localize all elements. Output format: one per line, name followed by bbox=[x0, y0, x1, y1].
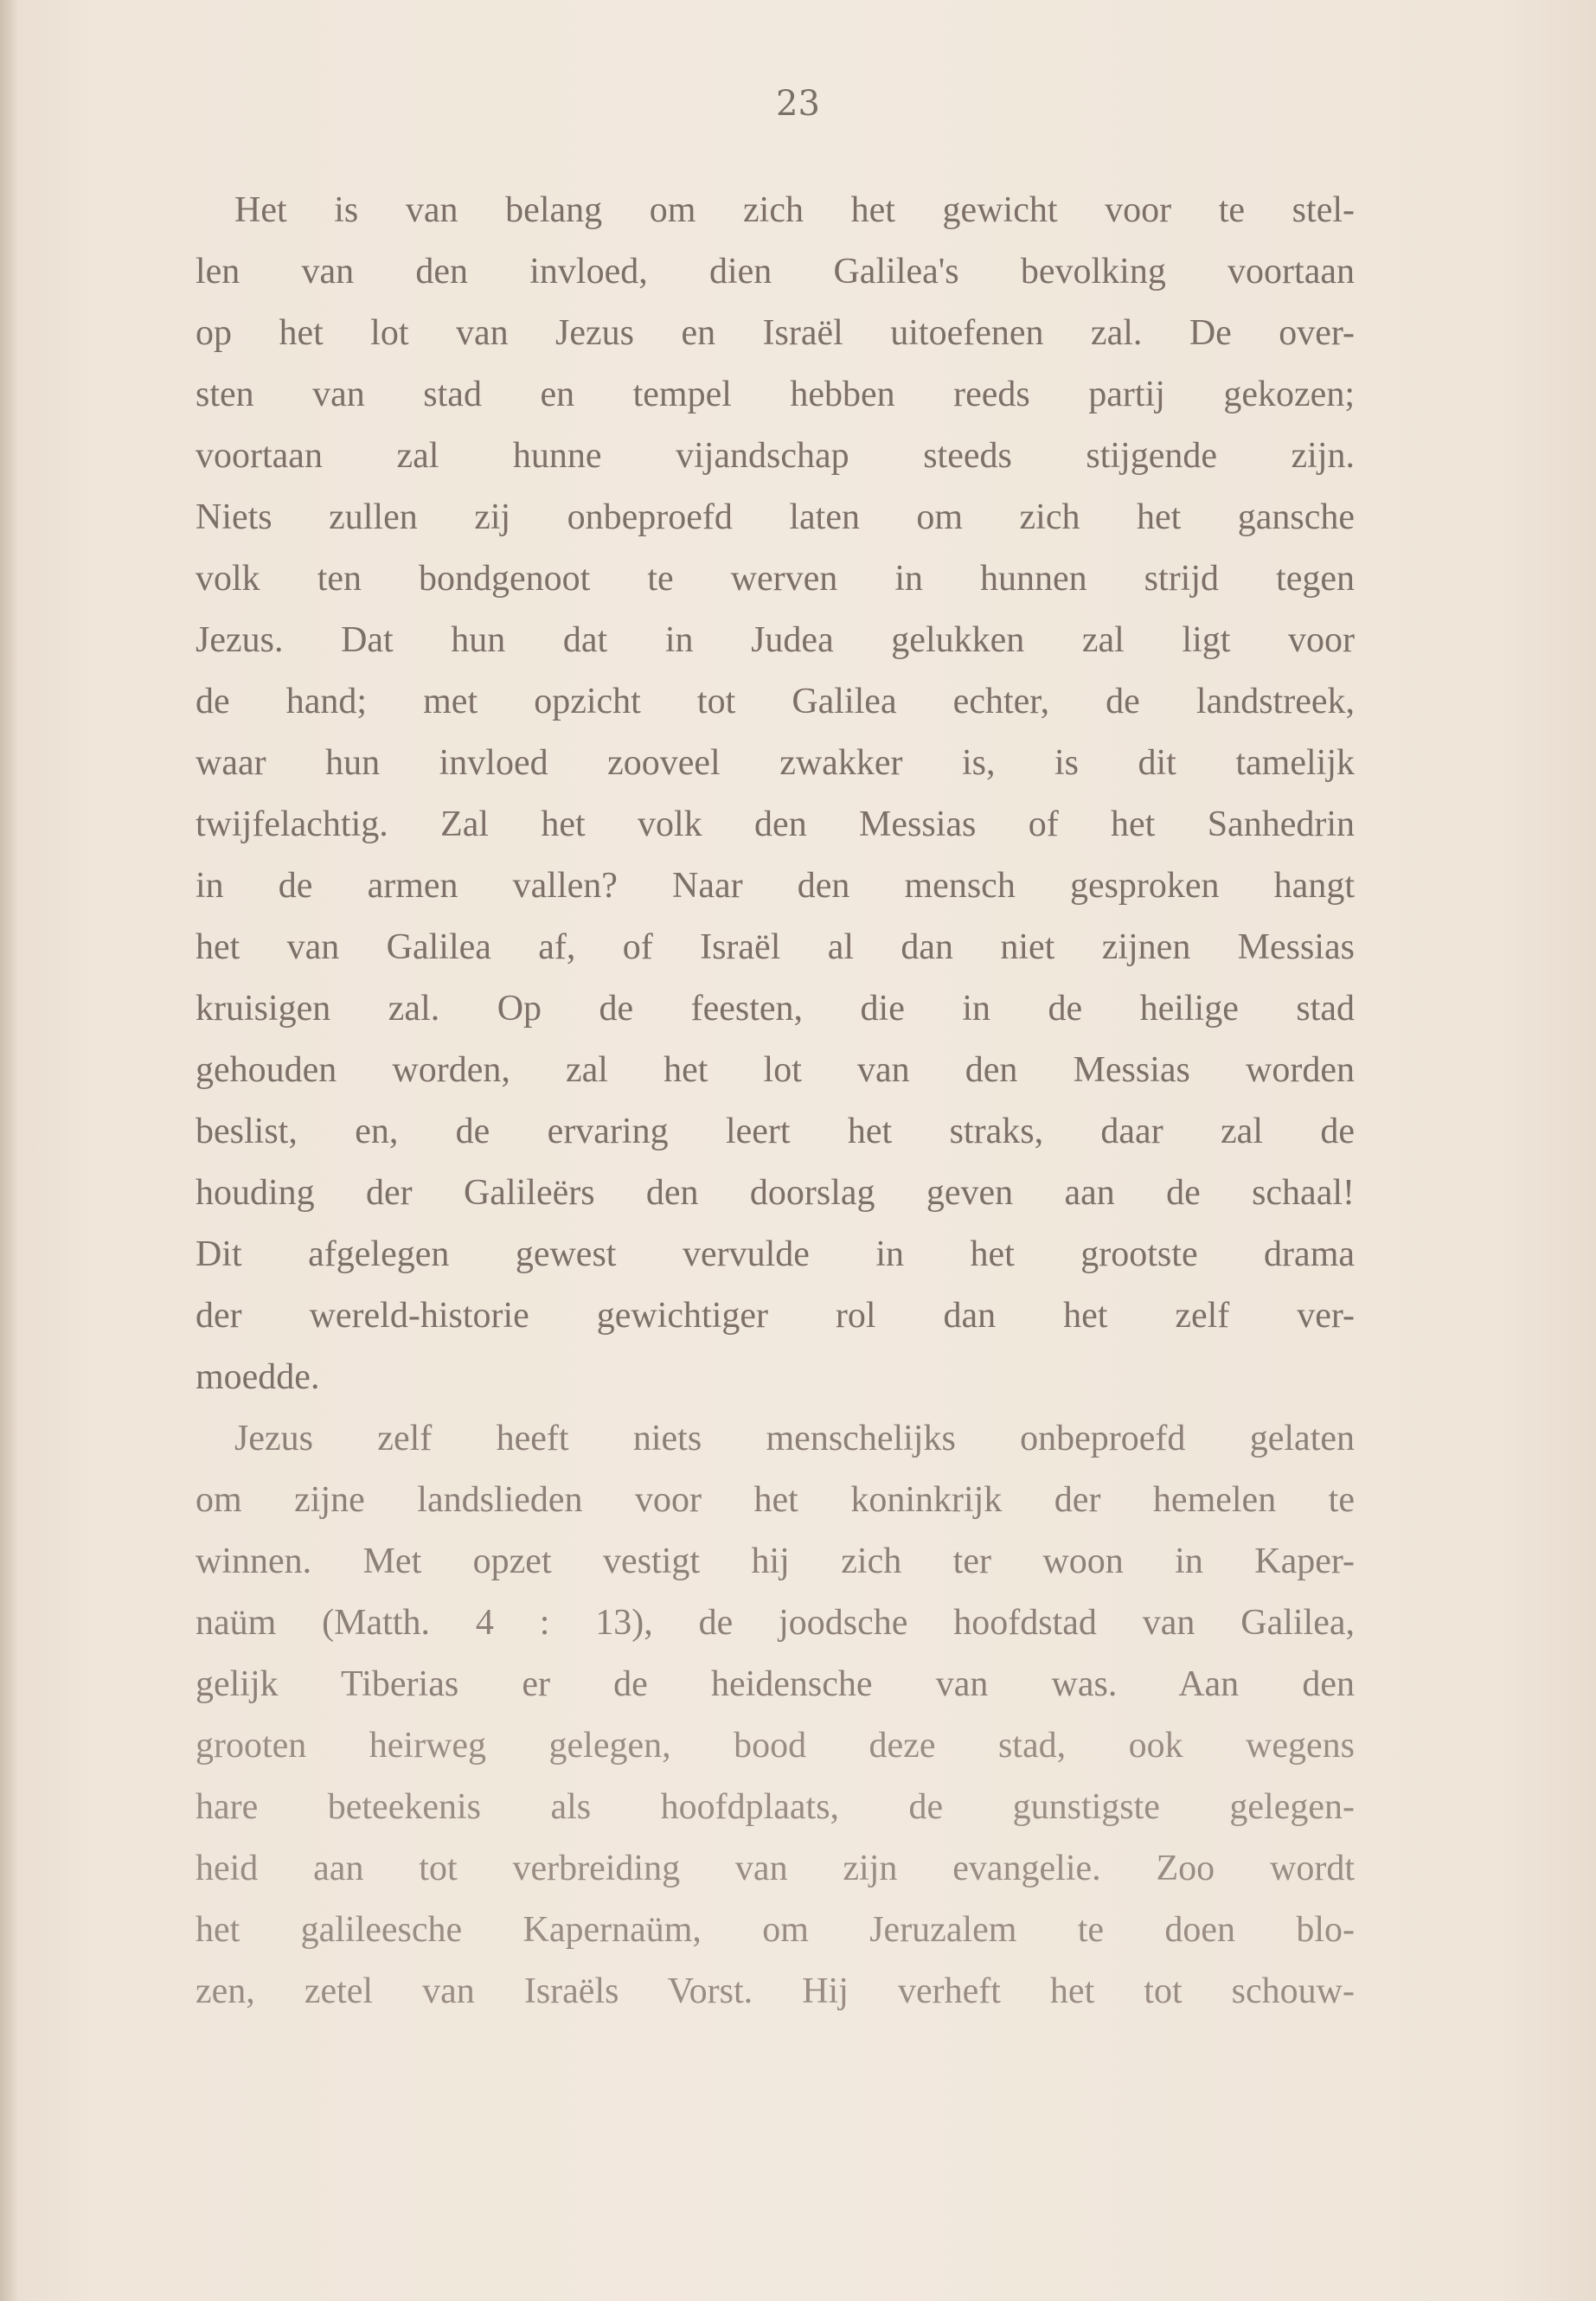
text-line: zen, zetel van Israëls Vorst. Hij verheft het tot schouw- bbox=[195, 1971, 1355, 2011]
text-line: Niets zullen zij onbeproefd laten om zich het gansche bbox=[195, 497, 1355, 537]
text-line: het van Galilea af, of Israël al dan niet zijnen Messias bbox=[195, 927, 1355, 967]
text-line: hare beteekenis als hoofdplaats, de gunstigste gelegen- bbox=[195, 1787, 1355, 1827]
text-line: winnen. Met opzet vestigt hij zich ter woon in Kaper- bbox=[195, 1541, 1355, 1581]
text-line: moedde. bbox=[195, 1357, 320, 1397]
text-line: Het is van belang om zich het gewicht voor te stel- bbox=[234, 190, 1355, 230]
text-line: naüm (Matth. 4 : 13), de joodsche hoofdstad van Galilea, bbox=[195, 1603, 1355, 1643]
text-line: beslist, en, de ervaring leert het straks, daar zal de bbox=[195, 1112, 1355, 1151]
text-line: in de armen vallen? Naar den mensch gesproken hangt bbox=[195, 866, 1355, 906]
text-line: om zijne landslieden voor het koninkrijk der hemelen te bbox=[195, 1480, 1355, 1520]
text-line: heid aan tot verbreiding van zijn evangelie. Zoo wordt bbox=[195, 1849, 1355, 1888]
text-line: de hand; met opzicht tot Galilea echter, de landstreek, bbox=[195, 682, 1355, 721]
text-line: op het lot van Jezus en Israël uitoefenen zal. De over- bbox=[195, 313, 1355, 353]
text-line: kruisigen zal. Op de feesten, die in de heilige stad bbox=[195, 989, 1355, 1029]
text-line: sten van stad en tempel hebben reeds partij gekozen; bbox=[195, 375, 1355, 414]
text-line: waar hun invloed zooveel zwakker is, is dit tamelijk bbox=[195, 743, 1355, 783]
text-line: Jezus. Dat hun dat in Judea gelukken zal ligt voor bbox=[195, 620, 1355, 660]
text-line: len van den invloed, dien Galilea's bevolking voortaan bbox=[195, 252, 1355, 292]
text-line: volk ten bondgenoot te werven in hunnen strijd tegen bbox=[195, 559, 1355, 599]
text-line: gehouden worden, zal het lot van den Messias worden bbox=[195, 1050, 1355, 1090]
text-line: Dit afgelegen gewest vervulde in het grootste drama bbox=[195, 1234, 1355, 1274]
text-line: der wereld-historie gewichtiger rol dan het zelf ver- bbox=[195, 1296, 1355, 1336]
text-line: twijfelachtig. Zal het volk den Messias of het Sanhedrin bbox=[195, 804, 1355, 844]
body-text bbox=[195, 180, 1355, 2022]
page-binding-edge bbox=[0, 0, 19, 2301]
text-line: Jezus zelf heeft niets menschelijks onbeproefd gelaten bbox=[234, 1419, 1355, 1458]
text-line: gelijk Tiberias er de heidensche van was. Aan den bbox=[195, 1664, 1355, 1704]
text-line: het galileesche Kapernaüm, om Jeruzalem te doen blo- bbox=[195, 1910, 1355, 1950]
text-line: grooten heirweg gelegen, bood deze stad, ook wegens bbox=[195, 1726, 1355, 1766]
page-number: 23 bbox=[776, 84, 820, 124]
text-line: voortaan zal hunne vijandschap steeds stijgende zijn. bbox=[195, 436, 1355, 476]
text-line: houding der Galileërs den doorslag geven aan de schaal! bbox=[195, 1173, 1355, 1213]
